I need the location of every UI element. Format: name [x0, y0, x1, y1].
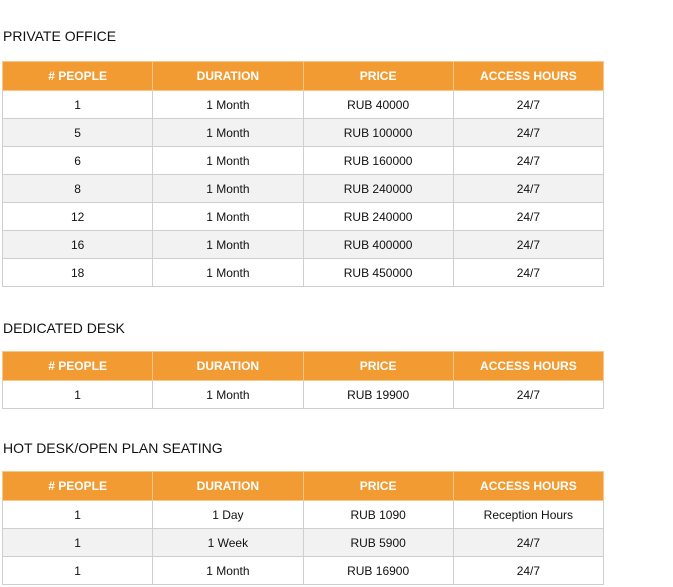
cell-duration: 1 Month — [153, 175, 303, 203]
table-row — [3, 501, 604, 529]
table-header-row — [3, 472, 604, 501]
cell-access-hours: 24/7 — [453, 91, 603, 119]
cell-price: RUB 16900 — [303, 557, 453, 585]
cell-price: RUB 240000 — [303, 203, 453, 231]
column-header-access-hours: ACCESS HOURS — [453, 62, 603, 91]
table-row — [3, 557, 604, 585]
cell-access-hours: 24/7 — [453, 231, 603, 259]
cell-price: RUB 40000 — [303, 91, 453, 119]
pricing-table-dedicated-desk — [2, 351, 604, 409]
table-header-row — [3, 62, 604, 91]
column-header-duration: DURATION — [153, 352, 303, 381]
column-header-duration: DURATION — [153, 62, 303, 91]
cell-duration: 1 Month — [153, 259, 303, 287]
table-row — [3, 175, 604, 203]
table-row — [3, 91, 604, 119]
cell-duration: 1 Month — [153, 91, 303, 119]
cell-access-hours: 24/7 — [453, 381, 603, 409]
table-row — [3, 203, 604, 231]
column-header-price: PRICE — [303, 352, 453, 381]
cell-duration: 1 Month — [153, 147, 303, 175]
cell-people: 1 — [3, 381, 153, 409]
cell-duration: 1 Week — [153, 529, 303, 557]
cell-duration: 1 Month — [153, 119, 303, 147]
cell-duration: 1 Day — [153, 501, 303, 529]
cell-access-hours: 24/7 — [453, 259, 603, 287]
pricing-table-private-office — [2, 61, 604, 287]
cell-price: RUB 5900 — [303, 529, 453, 557]
table-row — [3, 147, 604, 175]
column-header-people: # PEOPLE — [3, 352, 153, 381]
cell-people: 5 — [3, 119, 153, 147]
cell-price: RUB 1090 — [303, 501, 453, 529]
cell-people: 1 — [3, 557, 153, 585]
cell-price: RUB 400000 — [303, 231, 453, 259]
cell-duration: 1 Month — [153, 557, 303, 585]
cell-price: RUB 240000 — [303, 175, 453, 203]
cell-people: 6 — [3, 147, 153, 175]
cell-price: RUB 19900 — [303, 381, 453, 409]
cell-people: 1 — [3, 91, 153, 119]
column-header-people: # PEOPLE — [3, 472, 153, 501]
cell-people: 1 — [3, 501, 153, 529]
cell-price: RUB 450000 — [303, 259, 453, 287]
cell-access-hours: 24/7 — [453, 147, 603, 175]
section-hot-desk — [2, 440, 604, 585]
section-title: PRIVATE OFFICE — [3, 28, 117, 44]
column-header-price: PRICE — [303, 472, 453, 501]
column-header-duration: DURATION — [153, 472, 303, 501]
section-dedicated-desk — [2, 320, 604, 409]
cell-price: RUB 100000 — [303, 119, 453, 147]
pricing-table-hot-desk — [2, 471, 604, 585]
section-title: DEDICATED DESK — [3, 320, 125, 336]
cell-people: 18 — [3, 259, 153, 287]
cell-duration: 1 Month — [153, 203, 303, 231]
table-row — [3, 529, 604, 557]
column-header-access-hours: ACCESS HOURS — [453, 352, 603, 381]
table-header-row — [3, 352, 604, 381]
section-title: HOT DESK/OPEN PLAN SEATING — [3, 440, 223, 456]
cell-access-hours: 24/7 — [453, 557, 603, 585]
column-header-price: PRICE — [303, 62, 453, 91]
cell-people: 16 — [3, 231, 153, 259]
column-header-access-hours: ACCESS HOURS — [453, 472, 603, 501]
table-row — [3, 381, 604, 409]
section-private-office — [2, 28, 604, 287]
cell-access-hours: Reception Hours — [453, 501, 603, 529]
cell-access-hours: 24/7 — [453, 203, 603, 231]
cell-access-hours: 24/7 — [453, 119, 603, 147]
table-row — [3, 231, 604, 259]
table-row — [3, 119, 604, 147]
cell-price: RUB 160000 — [303, 147, 453, 175]
cell-people: 1 — [3, 529, 153, 557]
cell-access-hours: 24/7 — [453, 529, 603, 557]
cell-access-hours: 24/7 — [453, 175, 603, 203]
table-row — [3, 259, 604, 287]
cell-people: 12 — [3, 203, 153, 231]
column-header-people: # PEOPLE — [3, 62, 153, 91]
cell-duration: 1 Month — [153, 381, 303, 409]
cell-duration: 1 Month — [153, 231, 303, 259]
cell-people: 8 — [3, 175, 153, 203]
